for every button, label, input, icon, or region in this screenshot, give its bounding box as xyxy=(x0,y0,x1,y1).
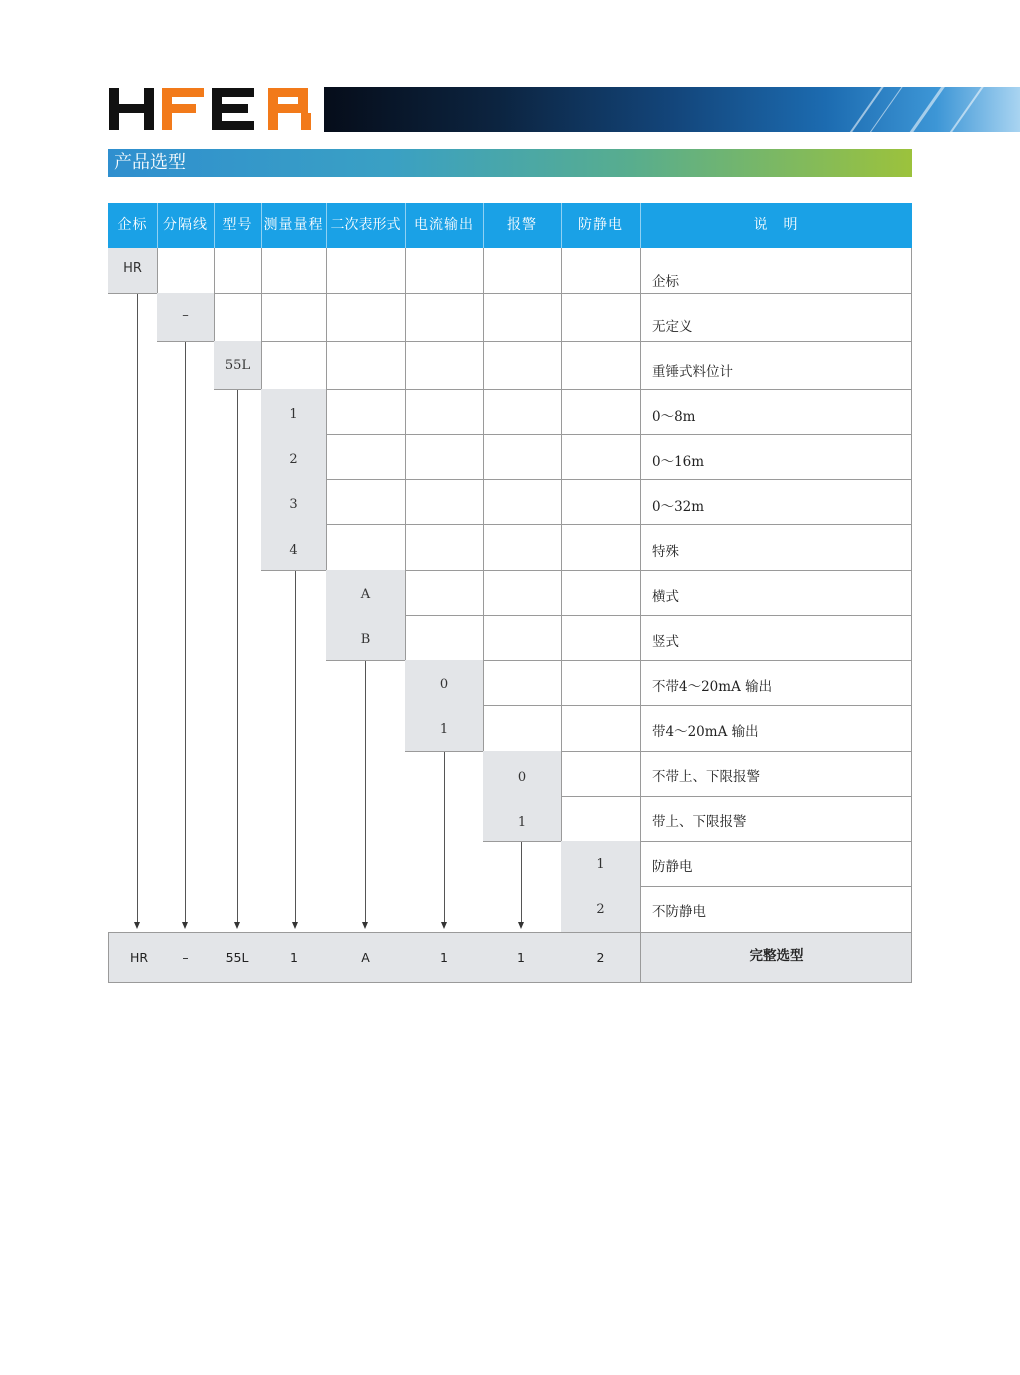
code-cell-output-0: 0 xyxy=(405,660,484,706)
section-title: 产品选型 xyxy=(114,152,186,173)
header-range: 测量量程 xyxy=(263,217,324,233)
code-cell-range-4: 4 xyxy=(261,524,327,571)
arrow-meter xyxy=(365,661,366,923)
code-cell-alarm-0: 0 xyxy=(483,751,562,797)
arrow-head-separator xyxy=(182,922,188,929)
arrow-head-alarm xyxy=(518,922,524,929)
header-current-output: 电流输出 xyxy=(414,217,474,233)
code-cell-company: HR xyxy=(108,248,158,294)
arrow-range xyxy=(295,571,296,923)
code-cell-alarm-1: 1 xyxy=(483,796,562,842)
code-cell-range-3: 3 xyxy=(261,479,327,525)
summary-code-antistatic: 2 xyxy=(596,950,605,965)
section-bar xyxy=(108,149,912,177)
arrow-model xyxy=(237,390,238,923)
code-cell-antistatic-2: 2 xyxy=(561,886,641,933)
desc-output-0: 不带4～20mA 输出 xyxy=(652,679,773,695)
header-antistatic: 防静电 xyxy=(578,217,623,233)
code-cell-range-1: 1 xyxy=(261,389,327,435)
desc-alarm-0: 不带上、下限报警 xyxy=(652,769,760,785)
desc-company: 企标 xyxy=(652,274,679,290)
desc-range-1: 0～8m xyxy=(652,409,696,425)
summary-code-model: 55L xyxy=(225,950,249,965)
summary-code-separator: – xyxy=(182,950,189,965)
arrow-head-range xyxy=(292,922,298,929)
arrow-company xyxy=(137,294,138,923)
summary-label: 完整选型 xyxy=(749,948,804,964)
desc-meter-b: 竖式 xyxy=(652,634,679,650)
arrow-alarm xyxy=(521,842,522,923)
code-cell-antistatic-1: 1 xyxy=(561,841,641,887)
summary-code-company: HR xyxy=(129,950,149,965)
header-description: 说 明 xyxy=(753,217,799,233)
summary-code-alarm: 1 xyxy=(517,950,525,965)
desc-antistatic-1: 防静电 xyxy=(652,859,693,875)
arrow-head-meter xyxy=(362,922,368,929)
code-cell-output-1: 1 xyxy=(405,705,484,752)
desc-separator: 无定义 xyxy=(652,319,693,335)
code-cell-separator: – xyxy=(157,293,215,342)
header-model: 型号 xyxy=(222,217,253,233)
desc-meter-a: 横式 xyxy=(652,589,679,605)
desc-alarm-1: 带上、下限报警 xyxy=(652,814,747,830)
arrow-head-model xyxy=(234,922,240,929)
arrow-separator xyxy=(185,342,186,923)
code-cell-range-2: 2 xyxy=(261,434,327,480)
desc-model: 重锤式料位计 xyxy=(652,364,733,380)
arrow-output xyxy=(444,752,445,923)
desc-range-3: 0～32m xyxy=(652,499,705,515)
summary-code-range: 1 xyxy=(290,950,298,965)
header-company-std: 企标 xyxy=(117,217,148,233)
summary-code-output: 1 xyxy=(440,950,448,965)
hfer-logo xyxy=(108,86,322,132)
arrow-head-output xyxy=(441,922,447,929)
desc-range-4: 特殊 xyxy=(652,544,679,560)
summary-code-meter: A xyxy=(361,950,370,965)
header-separator: 分隔线 xyxy=(163,217,208,233)
hfer-logo-mark xyxy=(108,86,322,132)
code-cell-model: 55L xyxy=(214,341,262,390)
desc-output-1: 带4～20mA 输出 xyxy=(652,724,759,740)
desc-range-2: 0～16m xyxy=(652,454,705,470)
logo-banner xyxy=(324,87,1020,132)
desc-antistatic-2: 不防静电 xyxy=(652,904,706,920)
code-cell-meter-a: A xyxy=(326,570,406,616)
header-alarm: 报警 xyxy=(507,217,537,233)
code-cell-meter-b: B xyxy=(326,615,406,661)
header-meter-form: 二次表形式 xyxy=(330,217,401,233)
arrow-head-company xyxy=(134,922,140,929)
